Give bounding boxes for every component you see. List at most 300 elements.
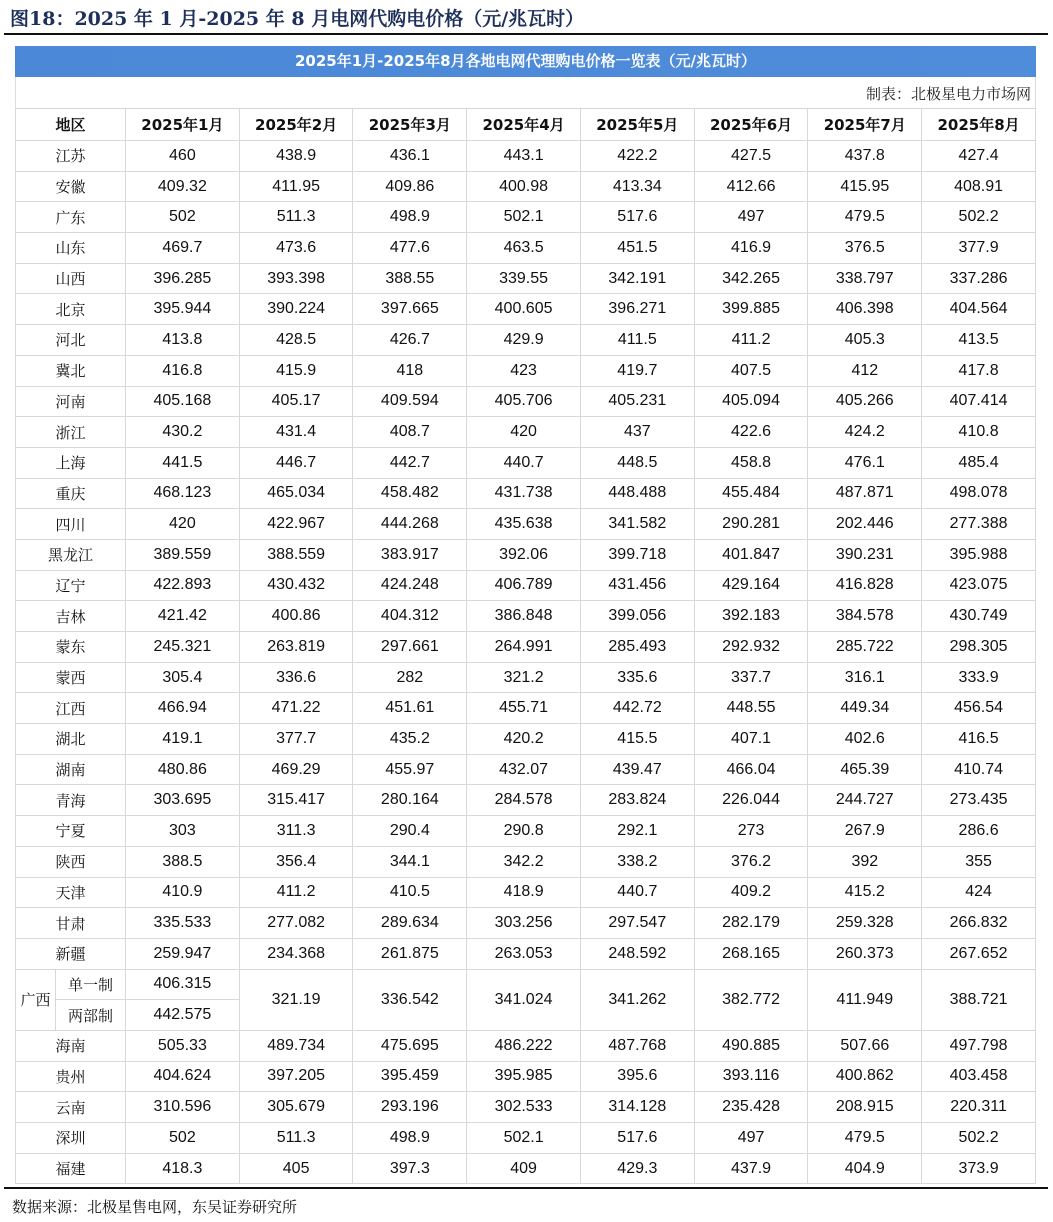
bottom-rule bbox=[4, 1187, 1048, 1189]
price-cell: 441.5 bbox=[126, 447, 240, 478]
price-cell: 400.605 bbox=[467, 294, 581, 325]
price-cell: 418 bbox=[353, 355, 467, 386]
price-cell: 420 bbox=[467, 417, 581, 448]
price-cell: 315.417 bbox=[239, 785, 353, 816]
table-row bbox=[16, 478, 1036, 509]
price-cell: 341.262 bbox=[580, 969, 694, 1030]
price-cell: 415.2 bbox=[808, 877, 922, 908]
price-cell: 511.3 bbox=[239, 202, 353, 233]
price-cell: 407.1 bbox=[694, 724, 808, 755]
table-row bbox=[16, 570, 1036, 601]
price-cell: 267.652 bbox=[922, 938, 1036, 969]
price-cell: 395.944 bbox=[126, 294, 240, 325]
region-cell: 山东 bbox=[16, 233, 126, 264]
price-cell: 297.661 bbox=[353, 632, 467, 663]
region-cell: 新疆 bbox=[16, 938, 126, 969]
price-cell: 448.488 bbox=[580, 478, 694, 509]
price-cell: 335.6 bbox=[580, 662, 694, 693]
price-cell: 226.044 bbox=[694, 785, 808, 816]
price-cell: 264.991 bbox=[467, 632, 581, 663]
price-cell: 404.312 bbox=[353, 601, 467, 632]
price-cell: 342.265 bbox=[694, 263, 808, 294]
price-cell: 263.819 bbox=[239, 632, 353, 663]
price-cell: 388.55 bbox=[353, 263, 467, 294]
region-cell: 贵州 bbox=[16, 1061, 126, 1092]
price-cell: 377.9 bbox=[922, 233, 1036, 264]
price-cell: 220.311 bbox=[922, 1092, 1036, 1123]
price-cell: 428.5 bbox=[239, 325, 353, 356]
price-cell: 487.768 bbox=[580, 1030, 694, 1061]
price-cell: 388.5 bbox=[126, 846, 240, 877]
table-row bbox=[16, 816, 1036, 847]
price-cell: 421.42 bbox=[126, 601, 240, 632]
price-cell: 430.749 bbox=[922, 601, 1036, 632]
price-cell: 399.885 bbox=[694, 294, 808, 325]
price-cell: 497 bbox=[694, 1123, 808, 1154]
price-cell: 376.2 bbox=[694, 846, 808, 877]
price-cell: 261.875 bbox=[353, 938, 467, 969]
price-cell: 342.2 bbox=[467, 846, 581, 877]
price-cell: 498.9 bbox=[353, 1123, 467, 1154]
table-row bbox=[16, 785, 1036, 816]
column-header-month: 2025年6月 bbox=[694, 109, 808, 141]
price-cell: 437.8 bbox=[808, 141, 922, 172]
price-cell: 442.7 bbox=[353, 447, 467, 478]
price-cell: 405.231 bbox=[580, 386, 694, 417]
price-cell: 339.55 bbox=[467, 263, 581, 294]
price-cell: 411.95 bbox=[239, 171, 353, 202]
price-cell: 400.98 bbox=[467, 171, 581, 202]
region-cell: 四川 bbox=[16, 509, 126, 540]
price-cell: 485.4 bbox=[922, 447, 1036, 478]
price-cell: 260.373 bbox=[808, 938, 922, 969]
price-cell: 384.578 bbox=[808, 601, 922, 632]
price-cell: 426.7 bbox=[353, 325, 467, 356]
region-cell: 安徽 bbox=[16, 171, 126, 202]
sub-region-cell: 单一制 bbox=[56, 969, 126, 1000]
price-cell: 438.9 bbox=[239, 141, 353, 172]
price-cell: 415.5 bbox=[580, 724, 694, 755]
price-cell: 431.4 bbox=[239, 417, 353, 448]
region-cell: 重庆 bbox=[16, 478, 126, 509]
price-cell: 273 bbox=[694, 816, 808, 847]
table-row bbox=[16, 754, 1036, 785]
price-cell: 490.885 bbox=[694, 1030, 808, 1061]
price-cell: 429.164 bbox=[694, 570, 808, 601]
table-row bbox=[16, 263, 1036, 294]
price-cell: 292.932 bbox=[694, 632, 808, 663]
price-cell: 410.74 bbox=[922, 754, 1036, 785]
price-cell: 403.458 bbox=[922, 1061, 1036, 1092]
price-cell: 416.8 bbox=[126, 355, 240, 386]
price-cell: 245.321 bbox=[126, 632, 240, 663]
region-cell: 福建 bbox=[16, 1153, 126, 1184]
price-cell: 475.695 bbox=[353, 1030, 467, 1061]
price-cell: 415.9 bbox=[239, 355, 353, 386]
price-cell: 267.9 bbox=[808, 816, 922, 847]
price-cell: 283.824 bbox=[580, 785, 694, 816]
region-cell: 深圳 bbox=[16, 1123, 126, 1154]
price-cell: 235.428 bbox=[694, 1092, 808, 1123]
price-cell: 435.638 bbox=[467, 509, 581, 540]
price-cell: 497.798 bbox=[922, 1030, 1036, 1061]
price-cell: 449.34 bbox=[808, 693, 922, 724]
price-cell: 422.6 bbox=[694, 417, 808, 448]
price-cell: 411.5 bbox=[580, 325, 694, 356]
column-header-month: 2025年2月 bbox=[239, 109, 353, 141]
price-cell: 277.082 bbox=[239, 908, 353, 939]
price-cell: 487.871 bbox=[808, 478, 922, 509]
price-cell: 314.128 bbox=[580, 1092, 694, 1123]
price-cell: 263.053 bbox=[467, 938, 581, 969]
price-cell: 407.5 bbox=[694, 355, 808, 386]
region-cell: 湖南 bbox=[16, 754, 126, 785]
price-cell: 285.493 bbox=[580, 632, 694, 663]
price-cell: 400.862 bbox=[808, 1061, 922, 1092]
price-cell: 442.575 bbox=[126, 1000, 240, 1031]
region-cell: 宁夏 bbox=[16, 816, 126, 847]
table-row bbox=[16, 233, 1036, 264]
price-cell: 405.3 bbox=[808, 325, 922, 356]
region-cell: 广西 bbox=[16, 969, 56, 1030]
price-cell: 466.04 bbox=[694, 754, 808, 785]
price-cell: 337.7 bbox=[694, 662, 808, 693]
price-cell: 465.034 bbox=[239, 478, 353, 509]
price-cell: 505.33 bbox=[126, 1030, 240, 1061]
price-cell: 432.07 bbox=[467, 754, 581, 785]
price-cell: 429.9 bbox=[467, 325, 581, 356]
region-cell: 河北 bbox=[16, 325, 126, 356]
price-cell: 451.5 bbox=[580, 233, 694, 264]
price-cell: 382.772 bbox=[694, 969, 808, 1030]
price-cell: 259.947 bbox=[126, 938, 240, 969]
price-cell: 335.533 bbox=[126, 908, 240, 939]
table-row bbox=[16, 1123, 1036, 1154]
price-cell: 408.91 bbox=[922, 171, 1036, 202]
table-row bbox=[16, 724, 1036, 755]
price-cell: 393.116 bbox=[694, 1061, 808, 1092]
price-cell: 321.2 bbox=[467, 662, 581, 693]
price-cell: 377.7 bbox=[239, 724, 353, 755]
price-cell: 399.718 bbox=[580, 539, 694, 570]
price-cell: 479.5 bbox=[808, 202, 922, 233]
price-cell: 420.2 bbox=[467, 724, 581, 755]
price-cell: 419.7 bbox=[580, 355, 694, 386]
price-cell: 244.727 bbox=[808, 785, 922, 816]
price-cell: 397.205 bbox=[239, 1061, 353, 1092]
price-cell: 321.19 bbox=[239, 969, 353, 1030]
price-cell: 397.3 bbox=[353, 1153, 467, 1184]
price-cell: 396.271 bbox=[580, 294, 694, 325]
price-cell: 302.533 bbox=[467, 1092, 581, 1123]
price-cell: 305.4 bbox=[126, 662, 240, 693]
price-cell: 502 bbox=[126, 202, 240, 233]
price-cell: 284.578 bbox=[467, 785, 581, 816]
price-cell: 502.2 bbox=[922, 1123, 1036, 1154]
price-cell: 268.165 bbox=[694, 938, 808, 969]
price-cell: 416.5 bbox=[922, 724, 1036, 755]
price-cell: 423 bbox=[467, 355, 581, 386]
table-row bbox=[16, 693, 1036, 724]
price-cell: 400.86 bbox=[239, 601, 353, 632]
price-cell: 277.388 bbox=[922, 509, 1036, 540]
table-row bbox=[16, 171, 1036, 202]
price-cell: 437.9 bbox=[694, 1153, 808, 1184]
price-cell: 341.024 bbox=[467, 969, 581, 1030]
table-row-guangxi bbox=[16, 969, 1036, 1000]
column-header-month: 2025年1月 bbox=[126, 109, 240, 141]
price-cell: 422.893 bbox=[126, 570, 240, 601]
table-row bbox=[16, 355, 1036, 386]
table-row bbox=[16, 1092, 1036, 1123]
table-row bbox=[16, 294, 1036, 325]
price-cell: 424.2 bbox=[808, 417, 922, 448]
price-cell: 409 bbox=[467, 1153, 581, 1184]
region-cell: 青海 bbox=[16, 785, 126, 816]
price-cell: 406.789 bbox=[467, 570, 581, 601]
table-row bbox=[16, 386, 1036, 417]
table-row bbox=[16, 1153, 1036, 1184]
price-cell: 409.32 bbox=[126, 171, 240, 202]
table-row bbox=[16, 908, 1036, 939]
price-cell: 337.286 bbox=[922, 263, 1036, 294]
price-cell: 418.3 bbox=[126, 1153, 240, 1184]
price-cell: 208.915 bbox=[808, 1092, 922, 1123]
region-cell: 北京 bbox=[16, 294, 126, 325]
price-cell: 411.2 bbox=[239, 877, 353, 908]
price-cell: 430.2 bbox=[126, 417, 240, 448]
top-rule bbox=[4, 33, 1048, 35]
price-cell: 405 bbox=[239, 1153, 353, 1184]
region-cell: 浙江 bbox=[16, 417, 126, 448]
table-row bbox=[16, 846, 1036, 877]
table-row bbox=[16, 202, 1036, 233]
price-cell: 405.17 bbox=[239, 386, 353, 417]
price-cell: 498.9 bbox=[353, 202, 467, 233]
price-cell: 412 bbox=[808, 355, 922, 386]
price-cell: 489.734 bbox=[239, 1030, 353, 1061]
price-cell: 497 bbox=[694, 202, 808, 233]
price-cell: 344.1 bbox=[353, 846, 467, 877]
price-cell: 282.179 bbox=[694, 908, 808, 939]
price-cell: 469.29 bbox=[239, 754, 353, 785]
price-cell: 399.056 bbox=[580, 601, 694, 632]
region-cell: 广东 bbox=[16, 202, 126, 233]
price-cell: 392 bbox=[808, 846, 922, 877]
price-cell: 303.695 bbox=[126, 785, 240, 816]
table-row bbox=[16, 539, 1036, 570]
table-row bbox=[16, 1061, 1036, 1092]
price-cell: 273.435 bbox=[922, 785, 1036, 816]
table-body bbox=[16, 141, 1036, 1184]
price-cell: 305.679 bbox=[239, 1092, 353, 1123]
price-cell: 292.1 bbox=[580, 816, 694, 847]
price-table-container bbox=[15, 46, 1036, 1184]
price-cell: 446.7 bbox=[239, 447, 353, 478]
price-cell: 424.248 bbox=[353, 570, 467, 601]
region-cell: 冀北 bbox=[16, 355, 126, 386]
region-cell: 蒙西 bbox=[16, 662, 126, 693]
price-cell: 355 bbox=[922, 846, 1036, 877]
table-row bbox=[16, 938, 1036, 969]
price-cell: 286.6 bbox=[922, 816, 1036, 847]
price-cell: 427.5 bbox=[694, 141, 808, 172]
table-row bbox=[16, 509, 1036, 540]
price-cell: 456.54 bbox=[922, 693, 1036, 724]
column-header-month: 2025年5月 bbox=[580, 109, 694, 141]
price-cell: 463.5 bbox=[467, 233, 581, 264]
price-cell: 404.564 bbox=[922, 294, 1036, 325]
price-cell: 411.949 bbox=[808, 969, 922, 1030]
price-cell: 405.094 bbox=[694, 386, 808, 417]
price-cell: 289.634 bbox=[353, 908, 467, 939]
table-row bbox=[16, 877, 1036, 908]
price-cell: 248.592 bbox=[580, 938, 694, 969]
price-cell: 507.66 bbox=[808, 1030, 922, 1061]
price-cell: 409.594 bbox=[353, 386, 467, 417]
price-cell: 383.917 bbox=[353, 539, 467, 570]
price-cell: 303 bbox=[126, 816, 240, 847]
region-cell: 辽宁 bbox=[16, 570, 126, 601]
price-cell: 436.1 bbox=[353, 141, 467, 172]
price-cell: 416.9 bbox=[694, 233, 808, 264]
price-cell: 408.7 bbox=[353, 417, 467, 448]
price-cell: 333.9 bbox=[922, 662, 1036, 693]
price-cell: 517.6 bbox=[580, 1123, 694, 1154]
price-cell: 517.6 bbox=[580, 202, 694, 233]
table-row bbox=[16, 632, 1036, 663]
price-cell: 458.8 bbox=[694, 447, 808, 478]
price-cell: 413.8 bbox=[126, 325, 240, 356]
price-cell: 465.39 bbox=[808, 754, 922, 785]
table-maker-credit: 制表：北极星电力市场网 bbox=[15, 77, 1036, 108]
price-cell: 424 bbox=[922, 877, 1036, 908]
price-cell: 290.281 bbox=[694, 509, 808, 540]
price-cell: 285.722 bbox=[808, 632, 922, 663]
region-cell: 海南 bbox=[16, 1030, 126, 1061]
region-cell: 蒙东 bbox=[16, 632, 126, 663]
price-cell: 395.459 bbox=[353, 1061, 467, 1092]
price-cell: 388.559 bbox=[239, 539, 353, 570]
table-banner: 2025年1月-2025年8月各地电网代理购电价格一览表（元/兆瓦时） bbox=[15, 46, 1036, 77]
price-cell: 455.484 bbox=[694, 478, 808, 509]
price-cell: 280.164 bbox=[353, 785, 467, 816]
price-cell: 311.3 bbox=[239, 816, 353, 847]
region-cell: 黑龙江 bbox=[16, 539, 126, 570]
price-cell: 466.94 bbox=[126, 693, 240, 724]
price-cell: 336.542 bbox=[353, 969, 467, 1030]
price-cell: 468.123 bbox=[126, 478, 240, 509]
region-cell: 上海 bbox=[16, 447, 126, 478]
source-note: 数据来源：北极星售电网，东吴证券研究所 bbox=[12, 1198, 298, 1216]
column-header-month: 2025年8月 bbox=[922, 109, 1036, 141]
column-header-month: 2025年4月 bbox=[467, 109, 581, 141]
price-cell: 419.1 bbox=[126, 724, 240, 755]
header-row bbox=[16, 109, 1036, 141]
table-row bbox=[16, 417, 1036, 448]
table-row bbox=[16, 447, 1036, 478]
region-cell: 甘肃 bbox=[16, 908, 126, 939]
price-cell: 455.71 bbox=[467, 693, 581, 724]
price-cell: 480.86 bbox=[126, 754, 240, 785]
region-cell: 湖北 bbox=[16, 724, 126, 755]
price-cell: 502 bbox=[126, 1123, 240, 1154]
sub-region-cell: 两部制 bbox=[56, 1000, 126, 1031]
price-cell: 417.8 bbox=[922, 355, 1036, 386]
price-cell: 477.6 bbox=[353, 233, 467, 264]
price-cell: 418.9 bbox=[467, 877, 581, 908]
price-cell: 397.665 bbox=[353, 294, 467, 325]
price-cell: 389.559 bbox=[126, 539, 240, 570]
price-cell: 392.183 bbox=[694, 601, 808, 632]
table-row bbox=[16, 662, 1036, 693]
price-cell: 405.706 bbox=[467, 386, 581, 417]
price-cell: 342.191 bbox=[580, 263, 694, 294]
price-cell: 413.5 bbox=[922, 325, 1036, 356]
price-cell: 392.06 bbox=[467, 539, 581, 570]
price-cell: 422.967 bbox=[239, 509, 353, 540]
price-cell: 420 bbox=[126, 509, 240, 540]
price-cell: 338.797 bbox=[808, 263, 922, 294]
price-cell: 411.2 bbox=[694, 325, 808, 356]
price-cell: 502.1 bbox=[467, 202, 581, 233]
price-cell: 376.5 bbox=[808, 233, 922, 264]
price-cell: 444.268 bbox=[353, 509, 467, 540]
price-cell: 451.61 bbox=[353, 693, 467, 724]
region-cell: 天津 bbox=[16, 877, 126, 908]
price-cell: 416.828 bbox=[808, 570, 922, 601]
price-cell: 469.7 bbox=[126, 233, 240, 264]
price-cell: 486.222 bbox=[467, 1030, 581, 1061]
price-cell: 448.5 bbox=[580, 447, 694, 478]
price-cell: 234.368 bbox=[239, 938, 353, 969]
price-cell: 435.2 bbox=[353, 724, 467, 755]
price-cell: 390.231 bbox=[808, 539, 922, 570]
table-row bbox=[16, 601, 1036, 632]
price-cell: 442.72 bbox=[580, 693, 694, 724]
price-cell: 402.6 bbox=[808, 724, 922, 755]
price-cell: 290.4 bbox=[353, 816, 467, 847]
price-cell: 471.22 bbox=[239, 693, 353, 724]
price-cell: 406.315 bbox=[126, 969, 240, 1000]
price-cell: 303.256 bbox=[467, 908, 581, 939]
price-table bbox=[15, 108, 1036, 1184]
price-cell: 440.7 bbox=[580, 877, 694, 908]
region-cell: 吉林 bbox=[16, 601, 126, 632]
price-cell: 336.6 bbox=[239, 662, 353, 693]
price-cell: 266.832 bbox=[922, 908, 1036, 939]
price-cell: 290.8 bbox=[467, 816, 581, 847]
price-cell: 455.97 bbox=[353, 754, 467, 785]
region-cell: 河南 bbox=[16, 386, 126, 417]
price-cell: 409.86 bbox=[353, 171, 467, 202]
price-cell: 405.266 bbox=[808, 386, 922, 417]
price-cell: 476.1 bbox=[808, 447, 922, 478]
column-header-month: 2025年7月 bbox=[808, 109, 922, 141]
price-cell: 405.168 bbox=[126, 386, 240, 417]
price-cell: 404.624 bbox=[126, 1061, 240, 1092]
price-cell: 293.196 bbox=[353, 1092, 467, 1123]
price-cell: 511.3 bbox=[239, 1123, 353, 1154]
price-cell: 298.305 bbox=[922, 632, 1036, 663]
price-cell: 338.2 bbox=[580, 846, 694, 877]
price-cell: 316.1 bbox=[808, 662, 922, 693]
table-row bbox=[16, 325, 1036, 356]
price-cell: 282 bbox=[353, 662, 467, 693]
price-cell: 404.9 bbox=[808, 1153, 922, 1184]
price-cell: 437 bbox=[580, 417, 694, 448]
price-cell: 259.328 bbox=[808, 908, 922, 939]
